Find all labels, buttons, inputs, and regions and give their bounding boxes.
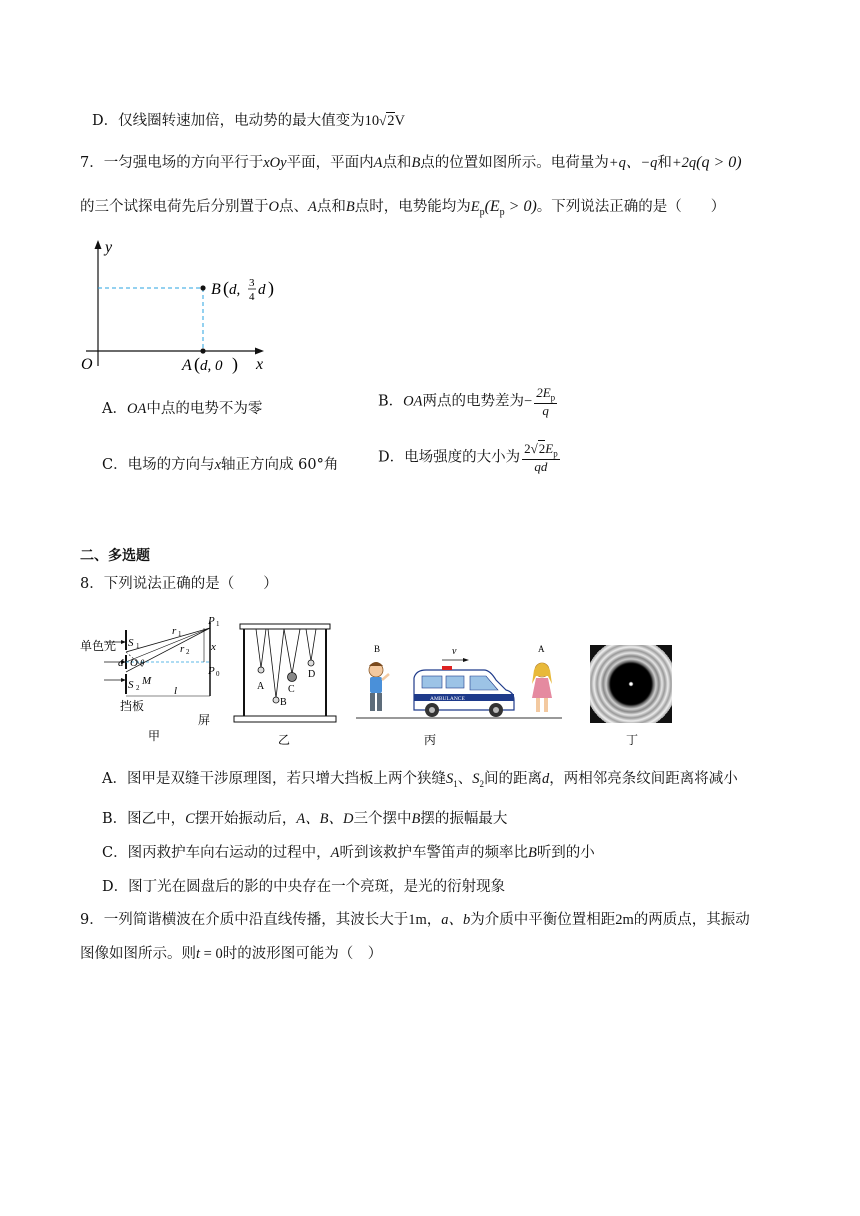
bright-spot <box>590 645 672 723</box>
svg-text:A: A <box>538 644 545 654</box>
q8-stem: 8．下列说法正确的是（ ） <box>80 576 278 592</box>
svg-text:1: 1 <box>216 620 220 628</box>
q7-option-b[interactable]: B．OA两点的电势差为− $\frac{2E_p}{q}$ <box>378 385 556 418</box>
q7-option-c[interactable]: C．电场的方向与x轴正方向成 60°角 <box>102 457 339 473</box>
svg-text:l: l <box>174 685 178 697</box>
svg-text:x: x <box>211 641 216 653</box>
q7-option-d[interactable]: D．电场强度的大小为 $\frac{2√2E_p}{qd}$ <box>378 441 558 474</box>
x-label: x <box>256 356 264 373</box>
svg-text:D: D <box>308 669 316 680</box>
svg-text:甲: 甲 <box>148 729 161 743</box>
q7-stem-line1: 7．一匀强电场的方向平行于xOy平面，平面内A点和B点的位置如图所示。电荷量为+q、−q和+2q(q > 0) <box>80 154 742 171</box>
a-label: A <box>182 357 192 374</box>
svg-text:3: 3 <box>249 277 255 289</box>
svg-text:乙: 乙 <box>278 733 291 747</box>
svg-text:P: P <box>208 615 215 627</box>
svg-text:d: d <box>258 282 266 298</box>
b-label: B <box>211 281 221 298</box>
svg-text:r: r <box>172 625 177 637</box>
svg-text:): ) <box>232 354 238 374</box>
svg-text:C: C <box>288 684 295 695</box>
svg-text:单色光: 单色光 <box>80 639 117 653</box>
svg-text:S: S <box>128 679 134 691</box>
svg-text:(: ( <box>194 354 200 374</box>
svg-text:d: d <box>118 657 124 669</box>
svg-text:M: M <box>142 675 152 687</box>
q8-option-a[interactable]: A．图甲是双缝干涉原理图，若只增大挡板上两个狭缝$S_1$、$S_2$间的距离d，两相邻亮条纹间距离将减小 <box>102 771 738 789</box>
svg-text:O: O <box>130 657 138 669</box>
svg-text:r: r <box>180 643 185 655</box>
svg-text:B: B <box>280 697 287 708</box>
y-label: y <box>105 239 113 256</box>
svg-text:1: 1 <box>136 642 140 650</box>
svg-text:): ) <box>268 278 274 298</box>
svg-text:丙: 丙 <box>424 733 437 747</box>
svg-text:S: S <box>128 637 134 649</box>
point-a <box>200 348 205 353</box>
svg-text:2: 2 <box>186 648 190 656</box>
q8-option-b[interactable]: B．图乙中，C摆开始振动后，A、B、D三个摆中B摆的振幅最大 <box>102 811 508 827</box>
q7-option-a[interactable]: A．OA中点的电势不为零 <box>102 401 263 417</box>
fig-yi-pendulums <box>232 618 342 748</box>
y-axis-arrow <box>95 240 102 249</box>
q6-option-d[interactable]: D．仅线圈转速加倍，电动势的最大值变为10√2V <box>92 113 405 129</box>
x-axis-arrow <box>255 348 264 355</box>
q7-stem-line2: 的三个试探电荷先后分别置于O点、A点和B点时，电势能均为$E_p(E_p > 0)$。下列说法正确的是（ ） <box>80 198 726 218</box>
svg-text:屏: 屏 <box>198 713 211 727</box>
svg-text:4: 4 <box>249 291 255 303</box>
fig-ding-caption: 丁 <box>626 733 639 747</box>
origin-label: O <box>81 356 93 373</box>
svg-text:A: A <box>257 681 265 692</box>
svg-text:v: v <box>452 646 457 657</box>
fig-ding-poisson-spot <box>590 645 672 723</box>
svg-text:0: 0 <box>216 670 220 678</box>
section-title: 二、多选题 <box>80 548 150 564</box>
q8-option-c[interactable]: C．图丙救护车向右运动的过程中，A听到该救护车警笛声的频率比B听到的小 <box>102 845 595 861</box>
svg-text:θ: θ <box>140 658 145 668</box>
q7-coordinate-graph <box>78 238 278 378</box>
q8-option-d[interactable]: D．图丁光在圆盘后的影的中央存在一个亮斑，是光的衍射现象 <box>102 879 506 895</box>
svg-text:2: 2 <box>136 684 140 692</box>
svg-text:AMBULANCE: AMBULANCE <box>430 696 465 702</box>
svg-text:1: 1 <box>178 630 182 638</box>
svg-text:挡板: 挡板 <box>120 699 145 713</box>
point-b <box>200 285 205 290</box>
fig-bing-ambulance <box>356 640 566 750</box>
q9-stem-line2: 图像如图所示。则t = 0时的波形图可能为（ ） <box>80 946 383 962</box>
svg-text:P: P <box>208 665 215 677</box>
svg-text:d,: d, <box>229 282 241 298</box>
fig-jia-double-slit <box>80 612 230 747</box>
q9-stem-line1: 9．一列简谐横波在介质中沿直线传播，其波长大于1m，a、b为介质中平衡位置相距2m的两质点，其振动 <box>80 912 750 928</box>
svg-text:(: ( <box>223 278 229 298</box>
svg-text:B: B <box>374 644 381 654</box>
svg-text:d, 0: d, 0 <box>200 358 223 374</box>
